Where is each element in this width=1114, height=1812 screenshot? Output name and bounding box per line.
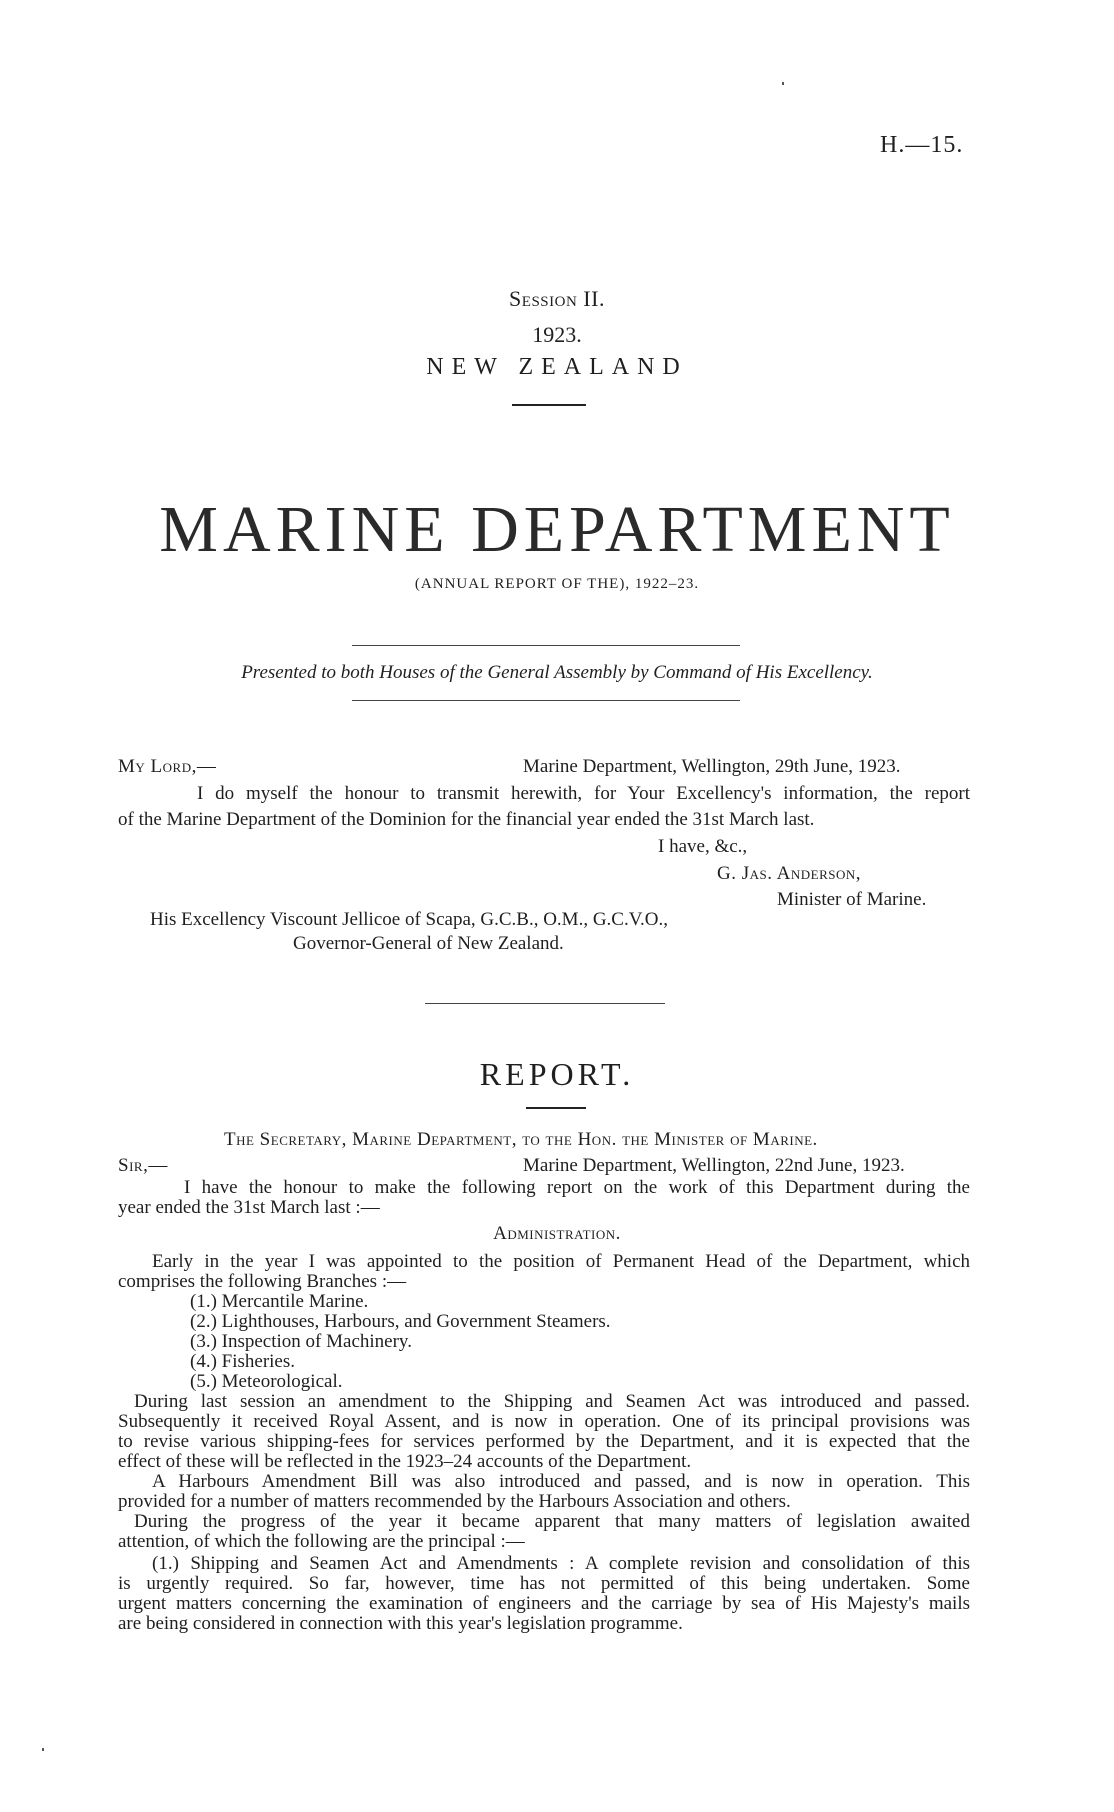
paragraph-line: urgent matters concerning the examination of engineers and the carriage by sea of His Majesty's mails bbox=[118, 1593, 970, 1614]
paragraph-line: provided for a number of matters recommended by the Harbours Association and others. bbox=[118, 1491, 791, 1512]
scan-speck bbox=[782, 82, 784, 85]
presentation-note: Presented to both Houses of the General Assembly by Command of His Excellency. bbox=[241, 662, 873, 683]
paragraph-line: is urgently required. So far, however, time has not permitted of this being undertaken. Some bbox=[118, 1573, 970, 1594]
report-intro-line: year ended the 31st March last :— bbox=[118, 1197, 380, 1218]
country-name: NEW ZEALAND bbox=[426, 354, 688, 380]
branch-item: (2.) Lighthouses, Harbours, and Government Steamers. bbox=[190, 1311, 611, 1332]
divider bbox=[352, 700, 740, 701]
report-intro-line: I have the honour to make the following report on the work of this Department during the bbox=[184, 1177, 970, 1198]
branch-item: (5.) Meteorological. bbox=[190, 1371, 343, 1392]
paragraph-line: During last session an amendment to the Shipping and Seamen Act was introduced and passed. bbox=[134, 1391, 970, 1412]
paragraph-line: Subsequently it received Royal Assent, and is now in operation. One of its principal provisions was bbox=[118, 1411, 970, 1432]
report-heading: REPORT. bbox=[479, 1056, 635, 1092]
section-heading-administration: Administration. bbox=[493, 1223, 621, 1244]
paragraph-line: Early in the year I was appointed to the position of Permanent Head of the Department, which bbox=[152, 1251, 970, 1272]
divider bbox=[425, 1003, 665, 1004]
paragraph-line: are being considered in connection with this year's legislation programme. bbox=[118, 1613, 683, 1634]
letter-body-line: I do myself the honour to transmit herewith, for Your Excellency's information, the report bbox=[197, 783, 970, 804]
divider bbox=[512, 404, 586, 406]
paragraph-line: (1.) Shipping and Seamen Act and Amendments : A complete revision and consolidation of this bbox=[152, 1553, 970, 1574]
branch-item: (1.) Mercantile Marine. bbox=[190, 1291, 369, 1312]
report-from-to: The Secretary, Marine Department, to the Hon. the Minister of Marine. bbox=[224, 1129, 818, 1150]
letter-salutation: My Lord,— bbox=[118, 756, 217, 777]
document-title: MARINE DEPARTMENT bbox=[159, 493, 955, 566]
paragraph-line: During the progress of the year it became apparent that many matters of legislation awaited bbox=[134, 1511, 970, 1532]
letter-body-line: of the Marine Department of the Dominion for the financial year ended the 31st March last. bbox=[118, 809, 815, 830]
scan-speck bbox=[42, 1748, 44, 1751]
letter-signature-title: Minister of Marine. bbox=[777, 889, 927, 910]
paragraph-line: A Harbours Amendment Bill was also introduced and passed, and is now in operation. This bbox=[152, 1471, 970, 1492]
paragraph-line: to revise various shipping-fees for services performed by the Department, and it is expected that the bbox=[118, 1431, 970, 1452]
report-place-date: Marine Department, Wellington, 22nd June, 1923. bbox=[523, 1155, 905, 1176]
divider bbox=[526, 1107, 586, 1109]
letter-addressee-line: His Excellency Viscount Jellicoe of Scapa, G.C.B., O.M., G.C.V.O., bbox=[150, 909, 668, 930]
branch-item: (4.) Fisheries. bbox=[190, 1351, 296, 1372]
session-label: Session II. bbox=[509, 286, 605, 311]
document-subtitle: (ANNUAL REPORT OF THE), 1922–23. bbox=[414, 576, 700, 592]
divider bbox=[352, 645, 740, 646]
letter-signature: G. Jas. Anderson, bbox=[717, 863, 862, 884]
paragraph-line: effect of these will be reflected in the 1923–24 accounts of the Department. bbox=[118, 1451, 692, 1472]
letter-closing: I have, &c., bbox=[658, 836, 748, 857]
session-year: 1923. bbox=[532, 322, 582, 347]
letter-addressee-line: Governor-General of New Zealand. bbox=[293, 933, 564, 954]
report-salutation: Sir,— bbox=[118, 1155, 168, 1176]
page-reference: H.—15. bbox=[880, 132, 964, 158]
paragraph-line: attention, of which the following are the principal :— bbox=[118, 1531, 525, 1552]
paragraph-line: comprises the following Branches :— bbox=[118, 1271, 407, 1292]
letter-place-date: Marine Department, Wellington, 29th June, 1923. bbox=[523, 756, 901, 777]
branch-item: (3.) Inspection of Machinery. bbox=[190, 1331, 412, 1352]
